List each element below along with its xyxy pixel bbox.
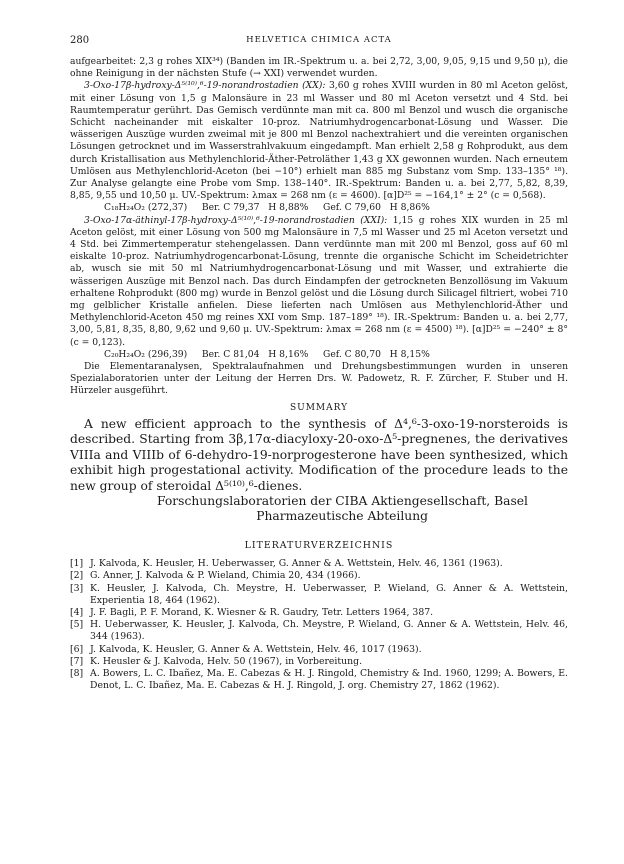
references-list <box>70 558 568 692</box>
reference-number: [7] <box>70 655 84 667</box>
reference-number: [2] <box>70 570 84 582</box>
reference-number: [4] <box>70 606 84 618</box>
compound-xxi-title: 3-Oxo-17α-äthinyl-17β-hydroxy-Δ⁵⁽¹⁰⁾,⁶-19-norandrostadien (XXI): <box>84 214 388 226</box>
reference-item <box>70 570 568 582</box>
lab-affiliation-line1: Forschungslaboratorien der CIBA Aktiengesellschaft, Basel <box>157 493 528 508</box>
summary-section <box>70 417 568 524</box>
reference-text: K. Heusler, J. Kalvoda, Ch. Meystre, H. Ueberwasser, P. Wieland, G. Anner & A. Wettstein, Experientia 18, 464 (1962). <box>90 582 568 606</box>
compound-xxi-procedure: 1,15 g rohes XIX wurden in 25 ml Aceton gelöst, mit einer Lösung von 500 mg Malonsäure in 7,5 ml Wasser und 25 ml Aceton versetzt und 4 Std. bei Zimmertemperatur stehengelassen. Dann verdünnte man mit 200 ml Benzol, goss auf 60 ml eiskalte 10-proz. Natriumhydrogencarbonat-Lösung, trennte die organische Schicht im Scheidetrichter ab, wusch sie mit 50 ml Natriumhydrogencarbonat-Lösung und mit Wasser, und extrahierte die wässerigen Auszüge mit Benzol nach. Das durch Eindampfen der getrockneten Benzollösung im Vakuum erhaltene Rohprodukt (800 mg) wurde in Benzol gelöst und die Lösung durch Silicagel filtriert, wobei 710 mg gelblicher Kristalle anfielen. Diese lieferten nach Umlösen aus Methylenchlorid-Äther und Methylenchlorid-Aceton 450 mg reines XXI vom Smp. 187–189° ¹⁸). IR.-Spektrum: Banden u. a. bei 2,77, 3,00, 5,81, 8,35, 8,80, 9,62 und 9,60 μ. UV.-Spektrum: λmax = 268 nm (ε = 4500) ¹⁸). [α]D²⁵ = −240° ± 8° (c = 0,123). <box>70 214 568 348</box>
reference-text: H. Ueberwasser, K. Heusler, J. Kalvoda, Ch. Meystre, P. Wieland, G. Anner & A. Wettstein, Helv. 46, 344 (1963). <box>90 619 568 643</box>
journal-title: HELVETICA CHIMICA ACTA <box>246 35 392 45</box>
page-number: 280 <box>70 35 90 46</box>
paragraph-compound-xxi <box>70 215 568 349</box>
reference-item <box>70 656 568 668</box>
summary-heading: SUMMARY <box>289 402 349 413</box>
reference-item <box>70 619 568 643</box>
references-heading: LITERATURVERZEICHNIS <box>244 539 394 551</box>
reference-text: G. Anner, J. Kalvoda & P. Wieland, Chimia 20, 434 (1966). <box>90 570 361 582</box>
reference-number: [1] <box>70 558 84 570</box>
analysis-formula-xx: C₁₈H₂₄O₂ (272,37) Ber. C 79,37 H 8,88% Gef. C 79,60 H 8,86% <box>104 202 430 214</box>
reference-text: A. Bowers, L. C. Ibañez, Ma. E. Cabezas & H. J. Ringold, Chemistry & Ind. 1960, 1299; A. Bowers, E. Denot, L. C. Ibañez, Ma. E. Cabezas & H. J. Ringold, J. org. Chemistry 27, 1862 (1962). <box>90 667 568 692</box>
article-body <box>70 56 568 692</box>
reference-number: [8] <box>70 667 84 679</box>
reference-item <box>70 558 568 570</box>
reference-item <box>70 644 568 656</box>
reference-text: J. F. Bagli, P. F. Morand, K. Wiesner & R. Gaudry, Tetr. Letters 1964, 387. <box>90 606 434 618</box>
paragraph-continuation: aufgearbeitet: 2,3 g rohes XIX³⁴) (Banden im IR.-Spektrum u. a. bei 2,72, 3,00, 9,05, 9,15 und 9,50 μ), die ohne Reinigung in der nächsten Stufe (→ XXI) verwendet wurden. <box>70 56 568 80</box>
compound-xx-procedure: 3,60 g rohes XVIII wurden in 80 ml Aceton gelöst, mit einer Lösung von 1,5 g Malonsäure in 23 ml Wasser und 80 ml Aceton versetzt und 4 Std. bei Raumtemperatur gerührt. Das Gemisch verdünnte man mit ca. 800 ml Benzol und wusch die organische Schicht nacheinander mit eiskalter 10-proz. Natriumhydrogencarbonat-Lösung und Wasser. Die wässerigen Auszüge wurden zweimal mit je 800 ml Benzol nachextrahiert und die vereinten organischen Lösungen getrocknet und im Wasserstrahlvakuum eingedampft. Man erhielt 2,58 g Rohprodukt, aus dem durch Kristallisation aus Methylenchlorid-Äther-Petroläther 1,43 g XX gewonnen wurden. Nach erneutem Umlösen aus Methylenchlorid-Aceton (bei −10°) erhielt man 885 mg Substanz vom Smp. 133–135° ¹⁸). Zur Analyse gelangte eine Probe vom Smp. 138–140°. IR.-Spektrum: Banden u. a. bei 2,77, 5,82, 8,39, 8,85, 9,55 und 10,50 μ. UV.-Spektrum: λmax = 268 nm (ε = 4600). [α]D²⁵ = −164,1° ± 2° (c = 0,568). <box>70 80 568 202</box>
acknowledgement-paragraph: Die Elementaranalysen, Spektralaufnahmen und Drehungsbestimmungen wurden in unseren Spezialaboratorien unter der Leitung der Herren Drs. W. Padowetz, R. F. Zürcher, F. Stuber und H. Hürzeler ausgeführt. <box>70 361 568 397</box>
reference-text: K. Heusler & J. Kalvoda, Helv. 50 (1967), in Vorbereitung. <box>90 655 363 667</box>
reference-number: [3] <box>70 582 84 594</box>
paragraph-compound-xx <box>70 80 568 202</box>
reference-number: [5] <box>70 619 84 631</box>
compound-xx-title: 3-Oxo-17β-hydroxy-Δ⁵⁽¹⁰⁾,⁶-19-norandrostadien (XX): <box>84 80 326 92</box>
reference-text: J. Kalvoda, K. Heusler, G. Anner & A. Wettstein, Helv. 46, 1017 (1963). <box>90 643 422 655</box>
reference-number: [6] <box>70 643 84 655</box>
reference-item <box>70 668 568 692</box>
summary-text: A new efficient approach to the synthesis of Δ⁴,⁶-3-oxo-19-norsteroids is described. Starting from 3β,17α-diacyloxy-20-oxo-Δ⁵-pregnenes, the derivatives VIIIa and VIIIb of 6-dehydro-19-norprogesterone have been synthesized, which exhibit high progestational activity. Modification of the procedure leads to the new group of steroidal Δ⁵⁽¹⁰⁾,⁶-dienes. <box>70 416 568 493</box>
analysis-formula-xxi: C₂₀H₂₄O₂ (296,39) Ber. C 81,04 H 8,16% Gef. C 80,70 H 8,15% <box>104 348 430 360</box>
reference-item <box>70 607 568 619</box>
reference-text: J. Kalvoda, K. Heusler, H. Ueberwasser, G. Anner & A. Wettstein, Helv. 46, 1361 (1963). <box>90 558 503 570</box>
lab-affiliation-line2: Pharmazeutische Abteilung <box>256 508 428 523</box>
page-header <box>70 35 568 49</box>
reference-item <box>70 583 568 607</box>
